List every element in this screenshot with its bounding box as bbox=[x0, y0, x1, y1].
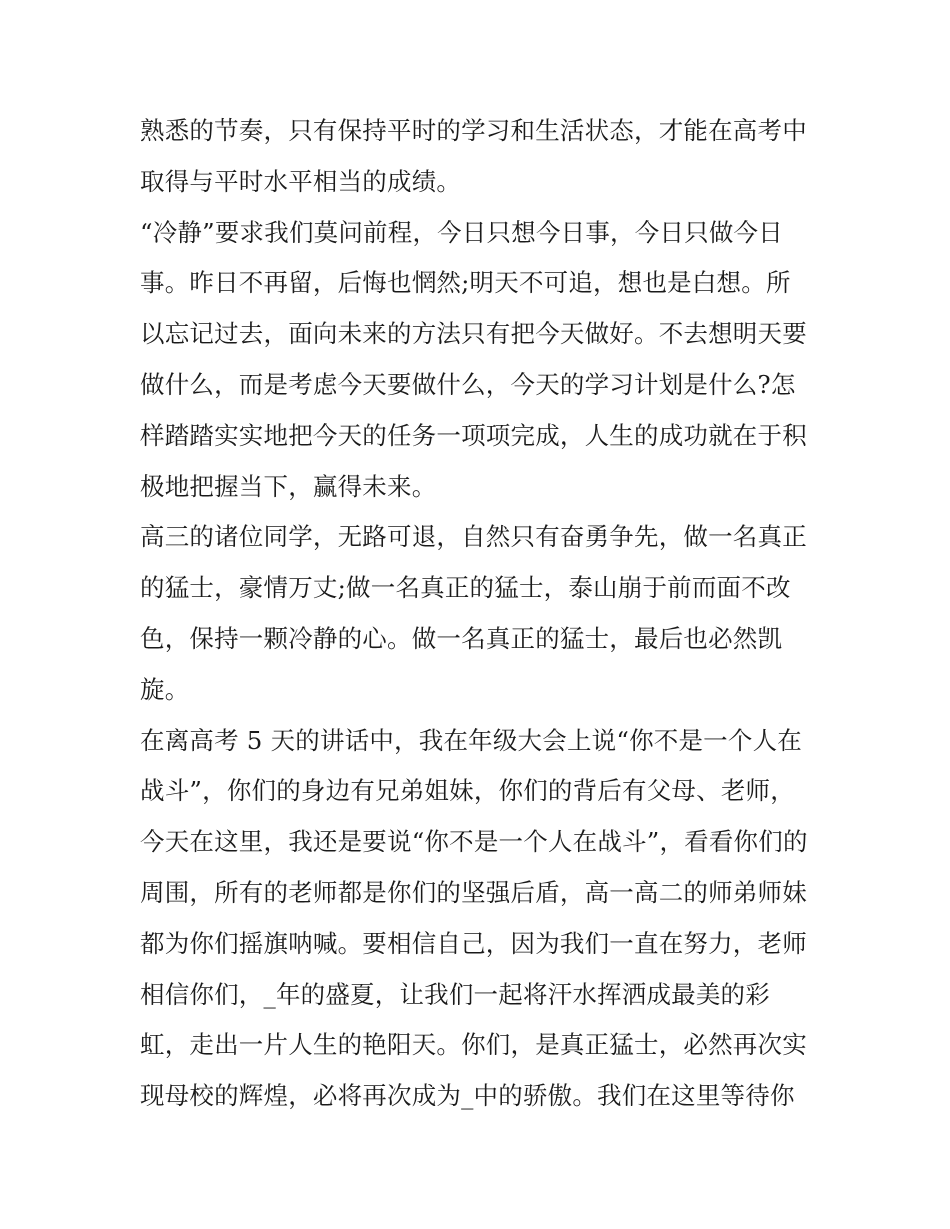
text-line: 色，保持一颗冷静的心。做一名真正的猛士，最后也必然凯 bbox=[140, 623, 783, 653]
text-line: 以忘记过去，面向未来的方法只有把今天做好。不去想明天要 bbox=[140, 319, 807, 349]
text-line: 战斗”，你们的身边有兄弟姐妹，你们的背后有父母、老师， bbox=[140, 776, 795, 806]
text-line: 样踏踏实实地把今天的任务一项项完成，人生的成功就在于积 bbox=[140, 420, 807, 450]
text-line: 的猛士，豪情万丈;做一名真正的猛士，泰山崩于前而面不改 bbox=[140, 573, 791, 603]
text-line: 都为你们摇旗呐喊。要相信自己，因为我们一直在努力，老师 bbox=[140, 928, 807, 958]
text-line: 周围，所有的老师都是你们的坚强后盾，高一高二的师弟师妹 bbox=[140, 877, 807, 907]
text-line: 今天在这里，我还是要说“你不是一个人在战斗”，看看你们的 bbox=[140, 827, 808, 857]
text-line: 熟悉的节奏，只有保持平时的学习和生活状态，才能在高考中 bbox=[140, 116, 807, 145]
text-line: 相信你们，_年的盛夏，让我们一起将汗水挥洒成最美的彩 bbox=[140, 979, 770, 1009]
text-line: 现母校的辉煌，必将再次成为_中的骄傲。我们在这里等待你 bbox=[140, 1081, 795, 1111]
text-line: 做什么，而是考虑今天要做什么，今天的学习计划是什么?怎 bbox=[140, 369, 796, 399]
text-line: 事。昨日不再留，后悔也惘然;明天不可追，想也是白想。所 bbox=[140, 268, 791, 298]
text-line: “冷静”要求我们莫问前程，今日只想今日事，今日只做今日 bbox=[140, 217, 783, 247]
text-line: 极地把握当下，赢得未来。 bbox=[140, 471, 437, 501]
body-text bbox=[140, 106, 820, 1122]
text-line: 旋。 bbox=[140, 674, 190, 704]
text-line: 虹，走出一片人生的艳阳天。你们，是真正猛士，必然再次实 bbox=[140, 1030, 807, 1060]
text-line: 高三的诸位同学，无路可退，自然只有奋勇争先，做一名真正 bbox=[140, 522, 807, 552]
text-line: 取得与平时水平相当的成绩。 bbox=[140, 166, 462, 196]
text-line: 在离高考 5 天的讲话中，我在年级大会上说“你不是一个人在 bbox=[140, 725, 802, 755]
